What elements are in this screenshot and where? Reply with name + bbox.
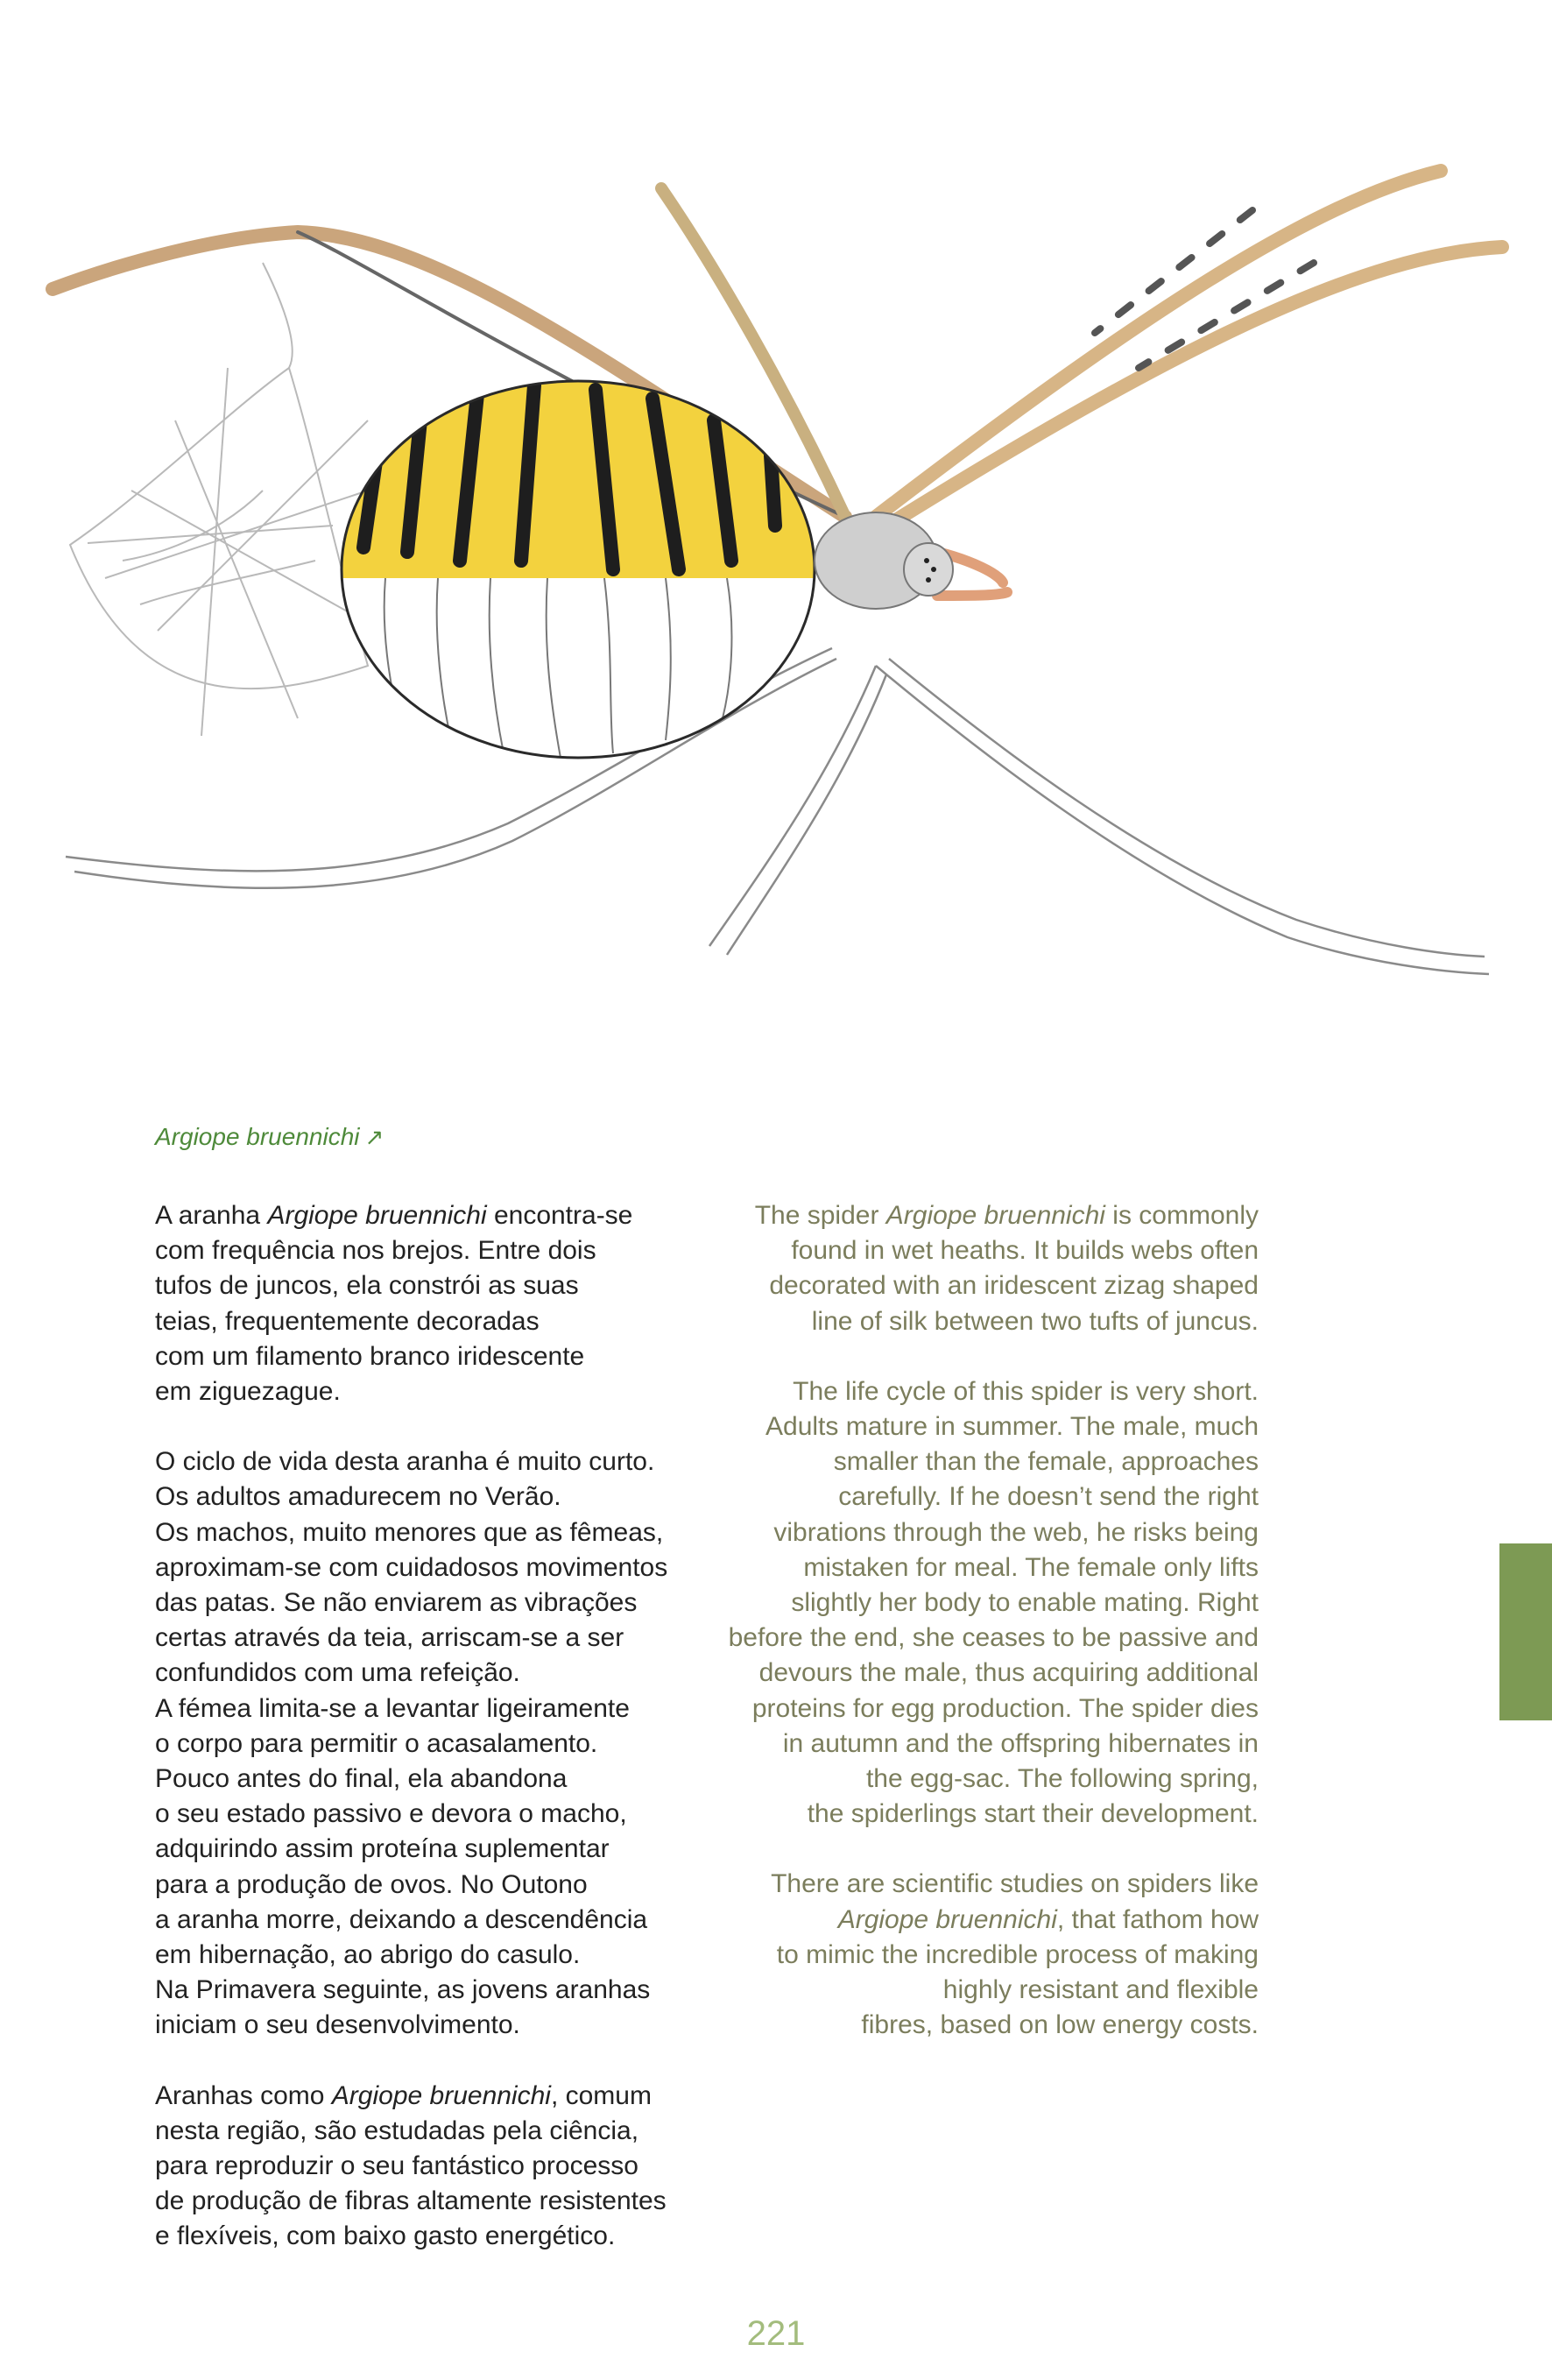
text-segment: das patas. Se não enviarem as vibrações [155,1588,638,1618]
text-segment: smaller than the female, approaches [833,1447,1259,1477]
spider-web [70,263,368,736]
spider-abdomen [333,377,823,758]
english-text-line [718,1938,1259,1973]
english-text-line [718,1268,1259,1303]
text-segment: the egg-sac. The following spring, [865,1764,1259,1794]
portuguese-text-line [155,2114,716,2149]
caption-species-name: Argiope bruennichi [155,1123,360,1150]
text-segment: , comum [550,2080,652,2110]
portuguese-text-line [155,1233,716,1268]
portuguese-text-line [155,1868,716,1903]
text-segment: Na Primavera seguinte, as jovens aranhas [155,1975,651,2005]
text-segment: O ciclo de vida desta aranha é muito curto. [155,1447,655,1477]
portuguese-text-line [155,1304,716,1339]
portuguese-text-line [155,1198,716,1233]
text-segment: Os adultos amadurecem no Verão. [155,1482,561,1512]
portuguese-text-line [155,2079,716,2114]
species-name: Argiope bruennichi [837,1904,1057,1934]
text-segment: Pouco antes do final, ela abandona [155,1764,568,1794]
portuguese-text-line [155,2184,716,2219]
page-number: 221 [746,2314,806,2353]
text-segment: is commonly [1104,1201,1259,1230]
text-segment: encontra-se [486,1201,633,1230]
english-text-line [718,1304,1259,1339]
english-text-line [718,1585,1259,1621]
text-segment: o corpo para permitir o acasalamento. [155,1728,598,1758]
text-segment: de produção de fibras altamente resistentes [155,2186,667,2216]
portuguese-text-line [155,1727,716,1762]
text-segment: found in wet heaths. It builds webs often [791,1236,1259,1266]
english-text-line [718,1409,1259,1444]
english-paragraph [718,1374,1259,1833]
text-segment: Adults mature in summer. The male, much [765,1412,1259,1442]
text-segment: aproximam-se com cuidadosos movimentos [155,1552,668,1582]
text-segment: em ziguezague. [155,1377,341,1407]
text-segment: o seu estado passivo e devora o macho, [155,1799,627,1829]
english-text-line [718,1198,1259,1233]
external-link-arrow-icon[interactable]: ↗ [364,1124,384,1150]
portuguese-text-column [155,1198,716,2290]
english-paragraph [718,1198,1259,1339]
english-text-line [718,1444,1259,1480]
text-segment: confundidos com uma refeição. [155,1658,520,1688]
text-segment: vibrations through the web, he risks being [773,1517,1259,1547]
text-segment: para a produção de ovos. No Outono [155,1869,588,1899]
english-text-line [718,1656,1259,1691]
portuguese-text-line [155,1268,716,1303]
text-segment: com frequência nos brejos. Entre dois [155,1236,596,1266]
species-caption [155,1123,384,1151]
portuguese-text-line [155,1480,716,1515]
text-segment: Aranhas como [155,2080,332,2110]
portuguese-text-line [155,1515,716,1550]
species-name: Argiope bruennichi [267,1201,487,1230]
english-text-line [718,1515,1259,1550]
portuguese-text-line [155,1550,716,1585]
text-segment: para reproduzir o seu fantástico processo [155,2151,638,2181]
portuguese-paragraph [155,2079,716,2255]
text-segment: to mimic the incredible process of making [776,1939,1259,1969]
text-segment: A fémea limita-se a levantar ligeiramente [155,1693,630,1723]
english-text-line [718,1691,1259,1727]
portuguese-text-line [155,2149,716,2184]
portuguese-text-line [155,1762,716,1797]
text-segment: tufos de juncos, ela constrói as suas [155,1271,579,1301]
text-segment: a aranha morre, deixando a descendência [155,1904,648,1934]
english-text-line [718,1762,1259,1797]
text-segment: The spider [754,1201,886,1230]
spider-cephalothorax [815,512,953,609]
english-paragraph [718,1867,1259,2043]
text-segment: adquirindo assim proteína suplementar [155,1834,610,1864]
text-segment: fibres, based on low energy costs. [861,2010,1259,2040]
text-segment: The life cycle of this spider is very short. [793,1376,1259,1406]
portuguese-paragraph [155,1444,716,2043]
text-segment: certas através da teia, arriscam-se a ser [155,1623,624,1653]
text-segment: iniciam o seu desenvolvimento. [155,2010,520,2040]
text-segment: decorated with an iridescent zizag shaped [769,1271,1259,1301]
text-segment: the spiderlings start their development. [807,1799,1259,1829]
text-segment: slightly her body to enable mating. Right [791,1588,1259,1618]
text-segment: e flexíveis, com baixo gasto energético. [155,2221,616,2251]
english-text-line [718,1727,1259,1762]
english-text-line [718,1550,1259,1585]
portuguese-text-line [155,2008,716,2043]
english-text-line [718,1233,1259,1268]
text-segment: devours the male, thus acquiring additional [758,1658,1259,1688]
text-segment: Os machos, muito menores que as fêmeas, [155,1517,664,1547]
english-text-line [718,1621,1259,1656]
portuguese-text-line [155,1621,716,1656]
text-segment: nesta região, são estudadas pela ciência, [155,2115,639,2145]
text-segment: teias, frequentemente decoradas [155,1306,540,1336]
text-segment: , that fathom how [1056,1904,1259,1934]
text-segment: carefully. If he doesn’t send the right [838,1482,1259,1512]
portuguese-text-line [155,1585,716,1621]
portuguese-text-line [155,2219,716,2254]
text-segment: highly resistant and flexible [942,1975,1259,2005]
portuguese-text-line [155,1832,716,1867]
english-text-line [718,1973,1259,2008]
text-segment: com um filamento branco iridescente [155,1341,585,1371]
text-segment: mistaken for meal. The female only lifts [803,1552,1259,1582]
rear-legs [66,648,1489,974]
portuguese-text-line [155,1938,716,1973]
english-text-line [718,1903,1259,1938]
text-segment: em hibernação, ao abrigo do casulo. [155,1940,581,1970]
text-segment: line of silk between two tufts of juncus. [811,1306,1259,1336]
english-text-line [718,2008,1259,2043]
english-text-line [718,1480,1259,1515]
text-segment: before the end, she ceases to be passive and [728,1623,1259,1653]
portuguese-text-line [155,1691,716,1727]
portuguese-text-line [155,1973,716,2008]
chapter-side-tab [1499,1543,1552,1720]
text-segment: A aranha [155,1201,268,1230]
portuguese-text-line [155,1656,716,1691]
english-text-column [718,1198,1259,2078]
portuguese-text-line [155,1903,716,1938]
text-segment: in autumn and the offspring hibernates in [782,1728,1259,1758]
text-segment: There are scientific studies on spiders like [771,1869,1259,1899]
species-name: Argiope bruennichi [331,2080,551,2110]
portuguese-paragraph [155,1198,716,1409]
english-text-line [718,1797,1259,1832]
portuguese-text-line [155,1339,716,1374]
english-text-line [718,1867,1259,1902]
portuguese-text-line [155,1444,716,1480]
portuguese-text-line [155,1374,716,1409]
english-text-line [718,1374,1259,1409]
text-segment: proteins for egg production. The spider dies [751,1693,1259,1723]
spider-illustration [0,0,1552,1034]
portuguese-text-line [155,1797,716,1832]
species-name: Argiope bruennichi [885,1201,1105,1230]
